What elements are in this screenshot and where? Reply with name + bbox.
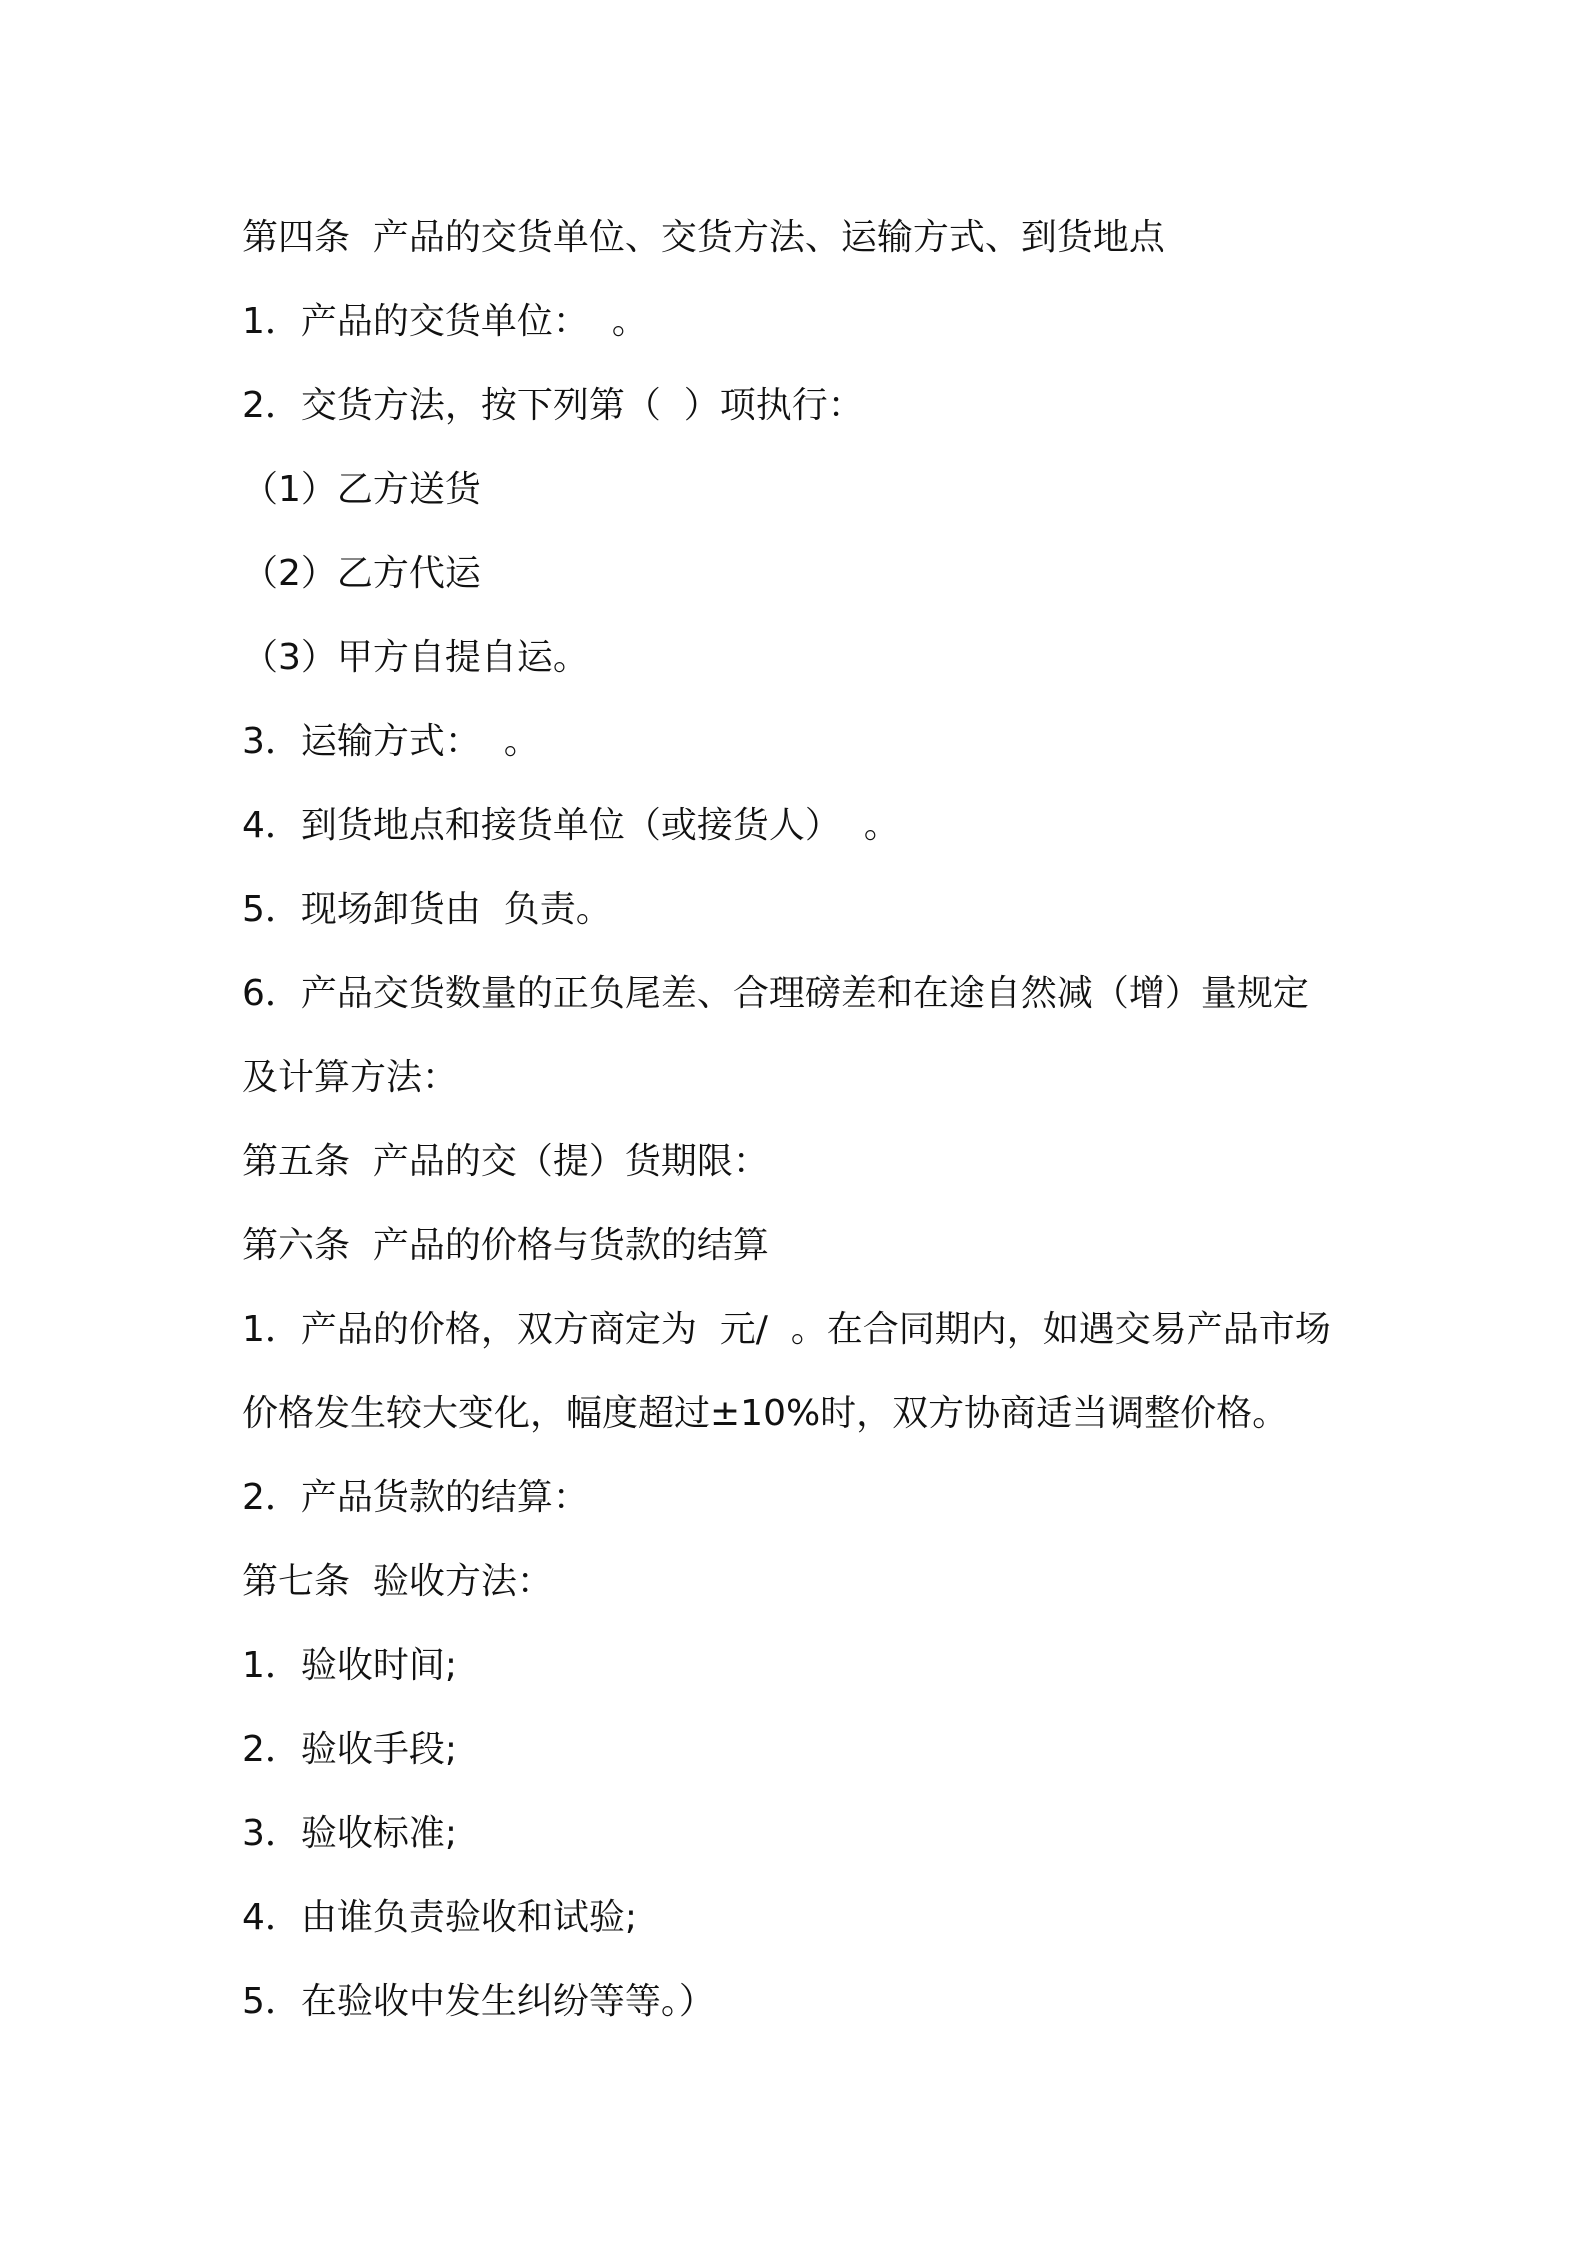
article-4-item-5: 5．现场卸货由 负责。 (242, 889, 612, 930)
delivery-option-3: （3）甲方自提自运。 (242, 637, 589, 678)
article-7-item-2: 2．验收手段; (242, 1729, 458, 1770)
article-4-item-3: 3．运输方式： 。 (242, 721, 540, 762)
article-4-item-6-continued: 及计算方法： (242, 1057, 459, 1098)
article-4-item-4: 4．到货地点和接货单位（或接货人） 。 (242, 805, 900, 846)
article-6-item-2: 2．产品货款的结算： (242, 1477, 589, 1518)
article-4-item-6: 6．产品交货数量的正负尾差、合理磅差和在途自然减（增）量规定 (242, 973, 1309, 1014)
document-page (242, 196, 1362, 2044)
article-7-item-1: 1．验收时间; (242, 1645, 458, 1686)
article-7-heading: 第七条 验收方法： (242, 1561, 553, 1602)
article-6-heading: 第六条 产品的价格与货款的结算 (242, 1225, 769, 1266)
article-7-item-4: 4．由谁负责验收和试验; (242, 1897, 638, 1938)
article-7-item-5: 5．在验收中发生纠纷等等。） (242, 1981, 715, 2022)
delivery-option-1: （1）乙方送货 (242, 469, 481, 510)
article-4-item-1: 1．产品的交货单位： 。 (242, 301, 648, 342)
delivery-option-2: （2）乙方代运 (242, 553, 481, 594)
article-4-item-2: 2．交货方法，按下列第（ ）项执行： (242, 385, 864, 426)
article-5-heading: 第五条 产品的交（提）货期限： (242, 1141, 769, 1182)
article-4-heading: 第四条 产品的交货单位、交货方法、运输方式、到货地点 (242, 217, 1165, 258)
article-6-item-1: 1．产品的价格，双方商定为 元/ 。在合同期内，如遇交易产品市场 (242, 1309, 1331, 1350)
article-7-item-3: 3．验收标准; (242, 1813, 458, 1854)
article-6-item-1-continued: 价格发生较大变化，幅度超过±10%时，双方协商适当调整价格。 (242, 1393, 1289, 1434)
